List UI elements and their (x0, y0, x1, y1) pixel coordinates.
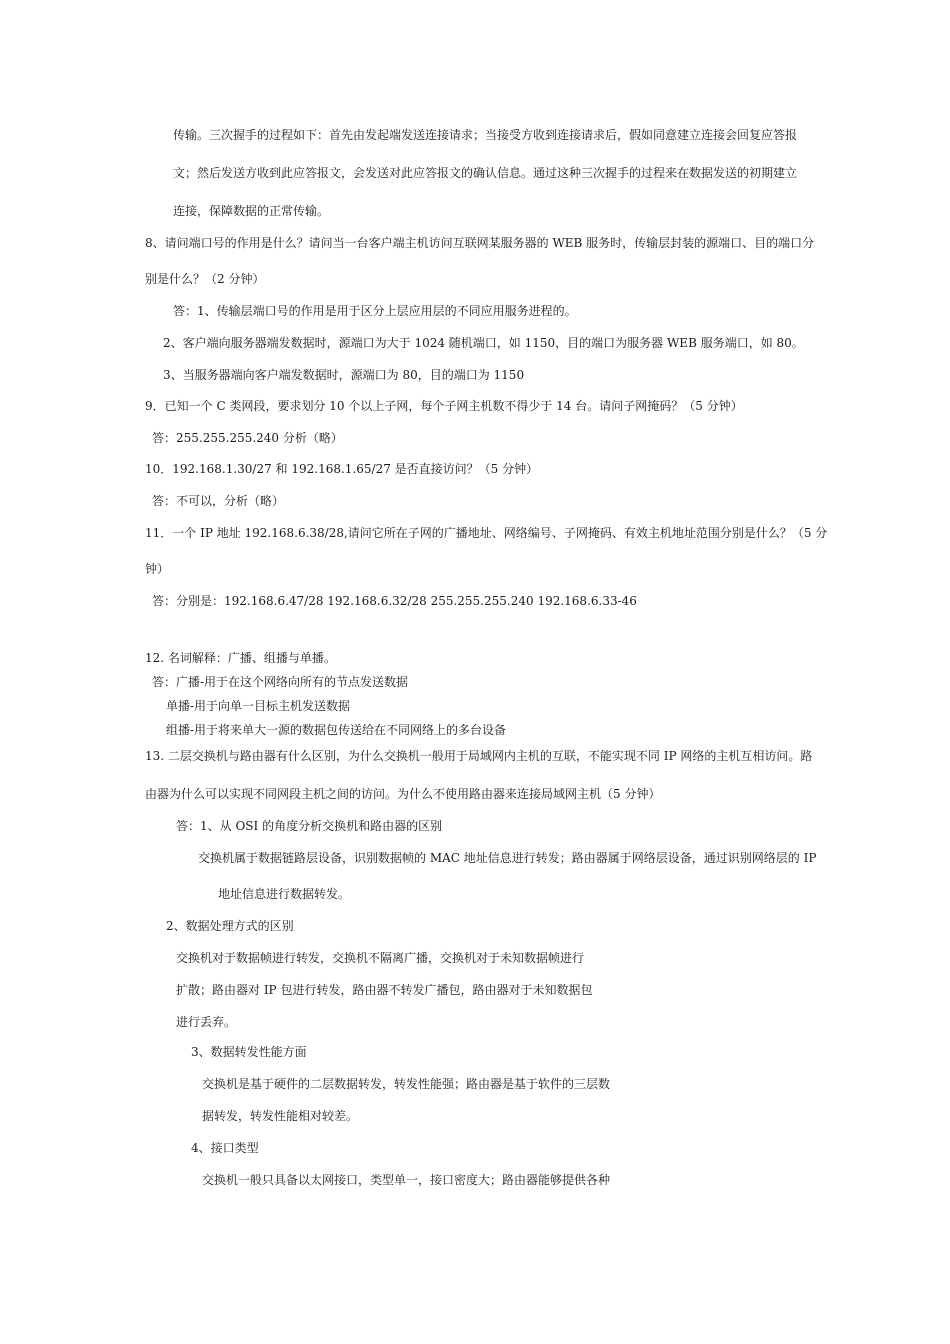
answer-line: 交换机对于数据帧进行转发，交换机不隔离广播，交换机对于未知数据帧进行 (176, 951, 585, 965)
answer-line: 答：1、传输层端口号的作用是用于区分上层应用层的不同应用服务进程的。 (173, 304, 577, 318)
paragraph-line: 连接，保障数据的正常传输。 (173, 204, 330, 218)
answer-line: 答：广播-用于在这个网络向所有的节点发送数据 (152, 675, 409, 689)
paragraph-line: 传输。三次握手的过程如下：首先由发起端发送连接请求；当接受方收到连接请求后，假如同意建立连接会回复应答报 (173, 128, 798, 142)
answer-line: 2、客户端向服务器端发数据时，源端口为大于 1024 随机端口，如 1150，目的端口为服务器 WEB 服务端口，如 80。 (163, 336, 804, 350)
answer-line: 答：1、从 OSI 的角度分析交换机和路由器的区别 (176, 819, 443, 833)
answer-line: 据转发，转发性能相对较差。 (202, 1109, 359, 1123)
question-12: 12. 名词解释：广播、组播与单播。 (145, 651, 336, 665)
paragraph-line: 文；然后发送方收到此应答报文，会发送对此应答报文的确认信息。通过这种三次握手的过程来在数据发送的初期建立 (173, 166, 798, 180)
answer-line: 进行丢弃。 (176, 1015, 237, 1029)
answer-heading: 4、接口类型 (191, 1141, 259, 1155)
answer-line: 交换机是基于硬件的二层数据转发，转发性能强；路由器是基于软件的三层数 (202, 1077, 611, 1091)
question-8: 8、请问端口号的作用是什么？请问当一台客户端主机访问互联网某服务器的 WEB 服务时，传输层封装的源端口、目的端口分 (145, 236, 815, 250)
answer-line: 扩散；路由器对 IP 包进行转发，路由器不转发广播包，路由器对于未知数据包 (176, 983, 593, 997)
question-11-cont: 钟） (145, 562, 170, 576)
answer-line: 交换机一般只具备以太网接口，类型单一，接口密度大；路由器能够提供各种 (202, 1173, 611, 1187)
question-9: 9．已知一个 C 类网段，要求划分 10 个以上子网，每个子网主机数不得少于 14 台。请问子网掩码？（5 分钟） (145, 399, 743, 413)
answer-line: 组播-用于将来单大一源的数据包传送给在不同网络上的多台设备 (166, 723, 507, 737)
answer-line: 单播-用于向单一目标主机发送数据 (166, 699, 351, 713)
answer-line: 答：不可以，分析（略） (152, 494, 285, 508)
question-10: 10．192.168.1.30/27 和 192.168.1.65/27 是否直接访问？（5 分钟） (145, 462, 539, 476)
question-13-cont: 由器为什么可以实现不同网段主机之间的访问。为什么不使用路由器来连接局域网主机（5 分钟） (145, 787, 661, 801)
answer-line: 3、当服务器端向客户端发数据时，源端口为 80，目的端口为 1150 (163, 368, 525, 382)
question-13: 13. 二层交换机与路由器有什么区别，为什么交换机一般用于局域网内主机的互联，不能实现不同 IP 网络的主机互相访问。路 (145, 749, 813, 763)
question-11: 11．一个 IP 地址 192.168.6.38/28,请问它所在子网的广播地址、网络编号、子网掩码、有效主机地址范围分别是什么？（5 分 (145, 526, 828, 540)
answer-line: 答：分别是：192.168.6.47/28 192.168.6.32/28 255.255.255.240 192.168.6.33-46 (152, 594, 637, 608)
question-8-cont: 别是什么？（2 分钟） (145, 272, 265, 286)
answer-line: 答：255.255.255.240 分析（略） (152, 431, 343, 445)
answer-heading: 2、数据处理方式的区别 (166, 919, 294, 933)
answer-line: 交换机属于数据链路层设备，识别数据帧的 MAC 地址信息进行转发；路由器属于网络层设备，通过识别网络层的 IP (198, 851, 817, 865)
answer-heading: 3、数据转发性能方面 (191, 1045, 307, 1059)
answer-line: 地址信息进行数据转发。 (218, 887, 351, 901)
